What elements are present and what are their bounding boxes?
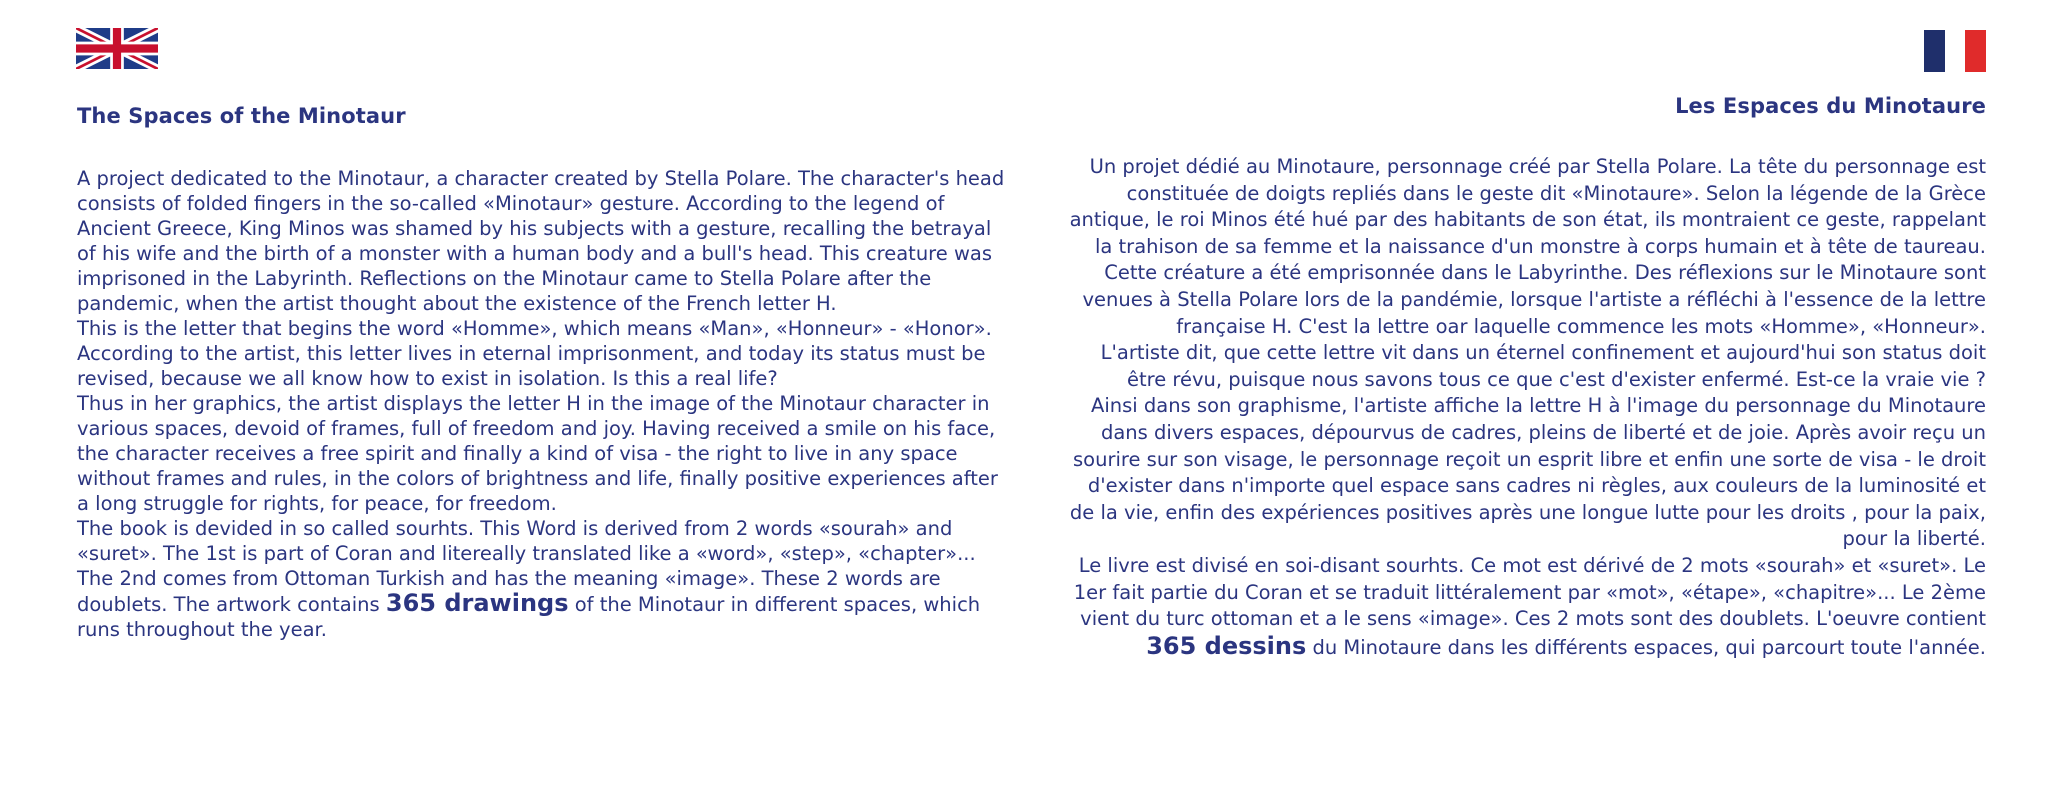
france-flag-icon	[1924, 30, 1986, 72]
english-paragraph-4-start: The book is devided in so called sourhts. This Word is derived from 2 words «sourah» and «suret». The 1st is part of Coran and litereally translated like a «word», «step», «chapter»... The 2nd comes from Ottoman Turkish and has the meaning «image». These 2 words are doublets. The artwork contains	[77, 517, 976, 616]
english-drawings-count: 365 drawings	[385, 589, 569, 617]
french-title: Les Espaces du Minotaure	[1675, 94, 1986, 118]
french-paragraph-4-end: du Minotaure dans les différents espaces, qui parcourt toute l'année.	[1306, 635, 1986, 659]
french-drawings-count: 365 dessins	[1146, 631, 1307, 660]
french-text-column	[1060, 94, 1986, 661]
french-paragraph-4-start: Le livre est divisé en soi-disant sourhts. Ce mot est dérivé de 2 mots «sourah» et «suret». Le 1er fait partie du Coran et se traduit littéralement par «mot», «étape», «chapitre»... Le 2ème vient du turc ottoman et a le sens «image». Ces 2 mots sont des doublets. L'oeuvre contient	[1073, 553, 1986, 631]
french-paragraph-2: L'artiste dit, que cette lettre vit dans un éternel confinement et aujourd'hui son status doit être révu, puisque nous savons tous ce que c'est d'exister enfermé. Est-ce la vraie vie ?	[1100, 341, 1986, 391]
english-paragraph-4	[77, 516, 1007, 642]
english-text-column	[77, 104, 1007, 642]
french-paragraph-4	[1060, 553, 1986, 661]
french-paragraph-1: Un projet dédié au Minotaure, personnage créé par Stella Polare. La tête du personnage est constituée de doigts repliés dans le geste dit «Minotaure». Selon la légende de la Grèce antique, le roi Minos été hué par des habitants de son état, ils montraient ce geste, rappelant la trahison de sa femme et la naissance d'un monstre à corps humain et à tête de taureau. Cette créature a été emprisonnée dans le Labyrinthe. Des réflexions sur le Minotaure sont venues à Stella Polare lors de la pandémie, lorsque l'artiste a réfléchi à l'essence de la lettre française H. C'est la lettre oar laquelle commence les mots «Homme», «Honneur».	[1069, 155, 1986, 338]
uk-flag-icon	[76, 28, 158, 69]
english-title: The Spaces of the Minotaur	[77, 104, 406, 128]
english-paragraph-4-end: of the Minotaur in different spaces, which runs throughout the year.	[77, 593, 981, 641]
english-paragraph-2: This is the letter that begins the word «Homme», which means «Man», «Honneur» - «Honor». According to the artist, this letter lives in eternal imprisonment, and today its status must be revised, because we all know how to exist in isolation. Is this a real life?	[77, 317, 992, 390]
english-paragraph-3: Thus in her graphics, the artist displays the letter H in the image of the Minotaur character in various spaces, devoid of frames, full of freedom and joy. Having received a smile on his face, the character receives a free spirit and finally a kind of visa - the right to live in any space without frames and rules, in the colors of brightness and life, finally positive experiences after a long struggle for rights, for peace, for freedom.	[77, 392, 998, 515]
english-paragraph-1: A project dedicated to the Minotaur, a character created by Stella Polare. The character's head consists of folded fingers in the so-called «Minotaur» gesture. According to the legend of Ancient Greece, King Minos was shamed by his subjects with a gesture, recalling the betrayal of his wife and the birth of a monster with a human body and a bull's head. This creature was imprisoned in the Labyrinth. Reflections on the Minotaur came to Stella Polare after the pandemic, when the artist thought about the existence of the French letter H.	[77, 167, 1005, 315]
french-paragraph-3: Ainsi dans son graphisme, l'artiste affiche la lettre H à l'image du personnage du Minotaure dans divers espaces, dépourvus de cadres, pleins de liberté et de joie. Après avoir reçu un sourire sur son visage, le personnage reçoit un esprit libre et enfin une sorte de visa - le droit d'exister dans n'importe quel espace sans cadres ni règles, aux couleurs de la luminosité et de la vie, enfin des expériences positives après une longue lutte pour les droits , pour la paix, pour la liberté.	[1069, 394, 1986, 551]
